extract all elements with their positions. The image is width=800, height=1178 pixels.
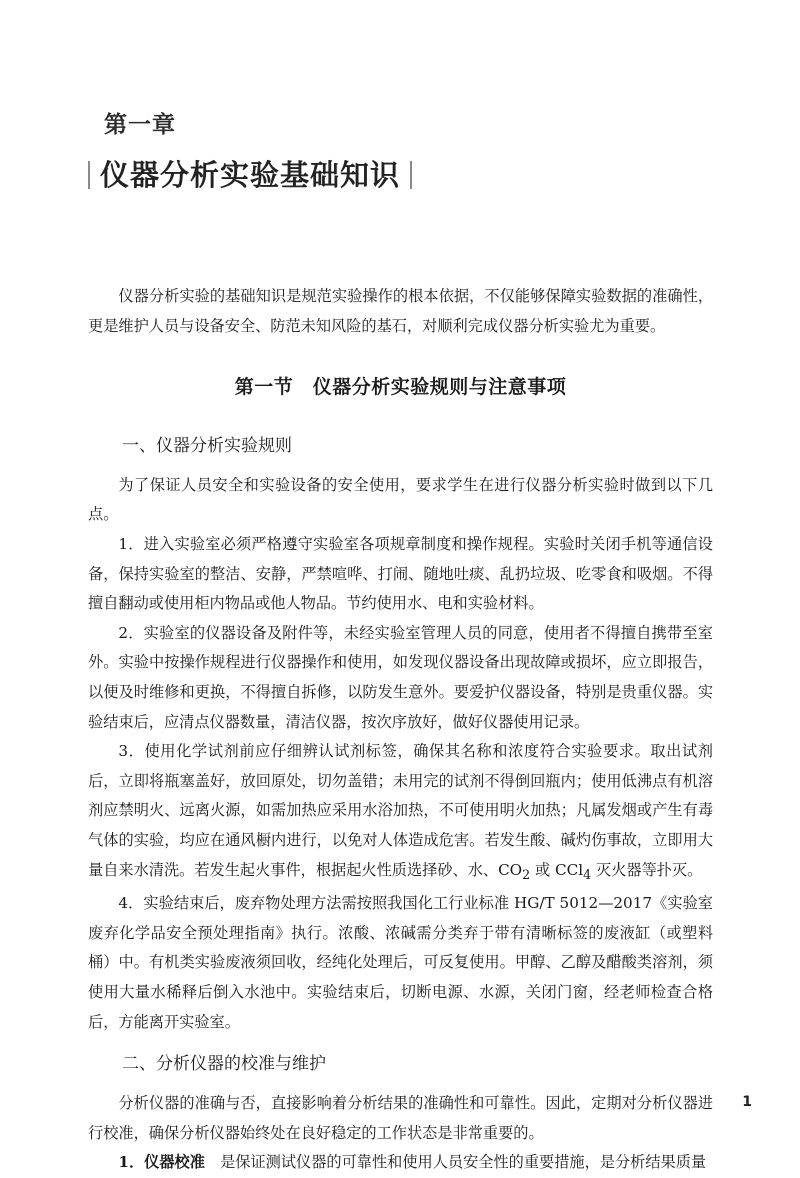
- page-content: [88, 282, 713, 1178]
- section-title: 第一节 仪器分析实验规则与注意事项: [234, 376, 567, 399]
- calibration-item-1: [88, 1148, 713, 1178]
- calibration-item-1-text: 是保证测试仪器的可靠性和使用人员安全性的重要措施，是分析结果质量: [204, 1153, 707, 1172]
- page-number: 1: [742, 1094, 752, 1110]
- rule-3-main: 3．使用化学试剂前应仔细辨认试剂标签，确保其名称和浓度符合实验要求。取出试剂后，立即将瓶塞盖好，放回原处，切勿盖错；未用完的试剂不得倒回瓶内；使用低沸点有机溶剂应禁明火、远离火源，如需加热应采用水浴加热，不可使用明火加热；凡属发烟或产生有毒气体的实验，均应在通风橱内进行，以免对人体造成危害。若发生酸、碱灼伤事故，立即用大量自来水清洗。若发生起火事件，根据起火性质选择砂、水、CO: [88, 742, 713, 879]
- title-left-bar: [88, 161, 90, 189]
- rule-item-3: [88, 737, 713, 889]
- rule-item-4: 4．实验结束后，废弃物处理方法需按照我国化工行业标准 HG/T 5012—2017《实验室废弃化学品安全预处理指南》执行。浓酸、浓碱需分类弃于带有清晰标签的废液缸（或塑料桶）中。有机类实验废液须回收，经纯化处理后，可反复使用。甲醇、乙醇及醋酸类溶剂，须使用大量水稀释后倒入水池中。实验结束后，切断电源、水源，关闭门窗，经老师检查合格后，方能离开实验室。: [88, 894, 713, 1031]
- chapter-title-block: [88, 155, 412, 195]
- title-right-bar: [410, 161, 412, 189]
- rules-intro-paragraph: 为了保证人员安全和实验设备的安全使用，要求学生在进行仪器分析实验时做到以下几点。: [88, 475, 713, 524]
- rule-3-subscript-ccl4: 4: [583, 866, 592, 882]
- calibration-intro-paragraph: 分析仪器的准确与否，直接影响着分析结果的准确性和可靠性。因此，定期对分析仪器进行校准，确保分析仪器始终处在良好稳定的工作状态是非常重要的。: [88, 1094, 713, 1142]
- rule-item-2: 2．实验室的仪器设备及附件等，未经实验室管理人员的同意，使用者不得擅自携带至室外。实验中按操作规程进行仪器操作和使用，如发现仪器设备出现故障或损坏，应立即报告，以便及时维修和更换，不得擅自拆修，以防发生意外。要爱护仪器设备，特别是贵重仪器。实验结束后，应清点仪器数量，清洁仪器，按次序放好，做好仪器使用记录。: [88, 623, 713, 731]
- rule-3-subscript-co2: 2: [522, 866, 531, 882]
- subsection-heading-rules: 一、仪器分析实验规则: [122, 435, 292, 456]
- calibration-item-1-label: 1．仪器校准: [118, 1153, 205, 1172]
- rule-3-mid: 或 CCl: [530, 860, 584, 879]
- intro-paragraph: 仪器分析实验的基础知识是规范实验操作的根本依据，不仅能够保障实验数据的准确性，更是维护人员与设备安全、防范未知风险的基石，对顺利完成仪器分析实验尤为重要。: [88, 287, 713, 335]
- chapter-title: 仪器分析实验基础知识: [100, 158, 401, 192]
- chapter-label: 第一章: [104, 112, 176, 138]
- subsection-heading-calibration: 二、分析仪器的校准与维护: [122, 1054, 326, 1075]
- rule-3-end: 灭火器等扑灭。: [591, 860, 703, 879]
- rule-item-1: 1．进入实验室必须严格遵守实验室各项规章制度和操作规程。实验时关闭手机等通信设备，保持实验室的整洁、安静，严禁喧哗、打闹、随地吐痰、乱扔垃圾、吃零食和吸烟。不得擅自翻动或使用柜内物品或他人物品。节约使用水、电和实验材料。: [88, 534, 713, 613]
